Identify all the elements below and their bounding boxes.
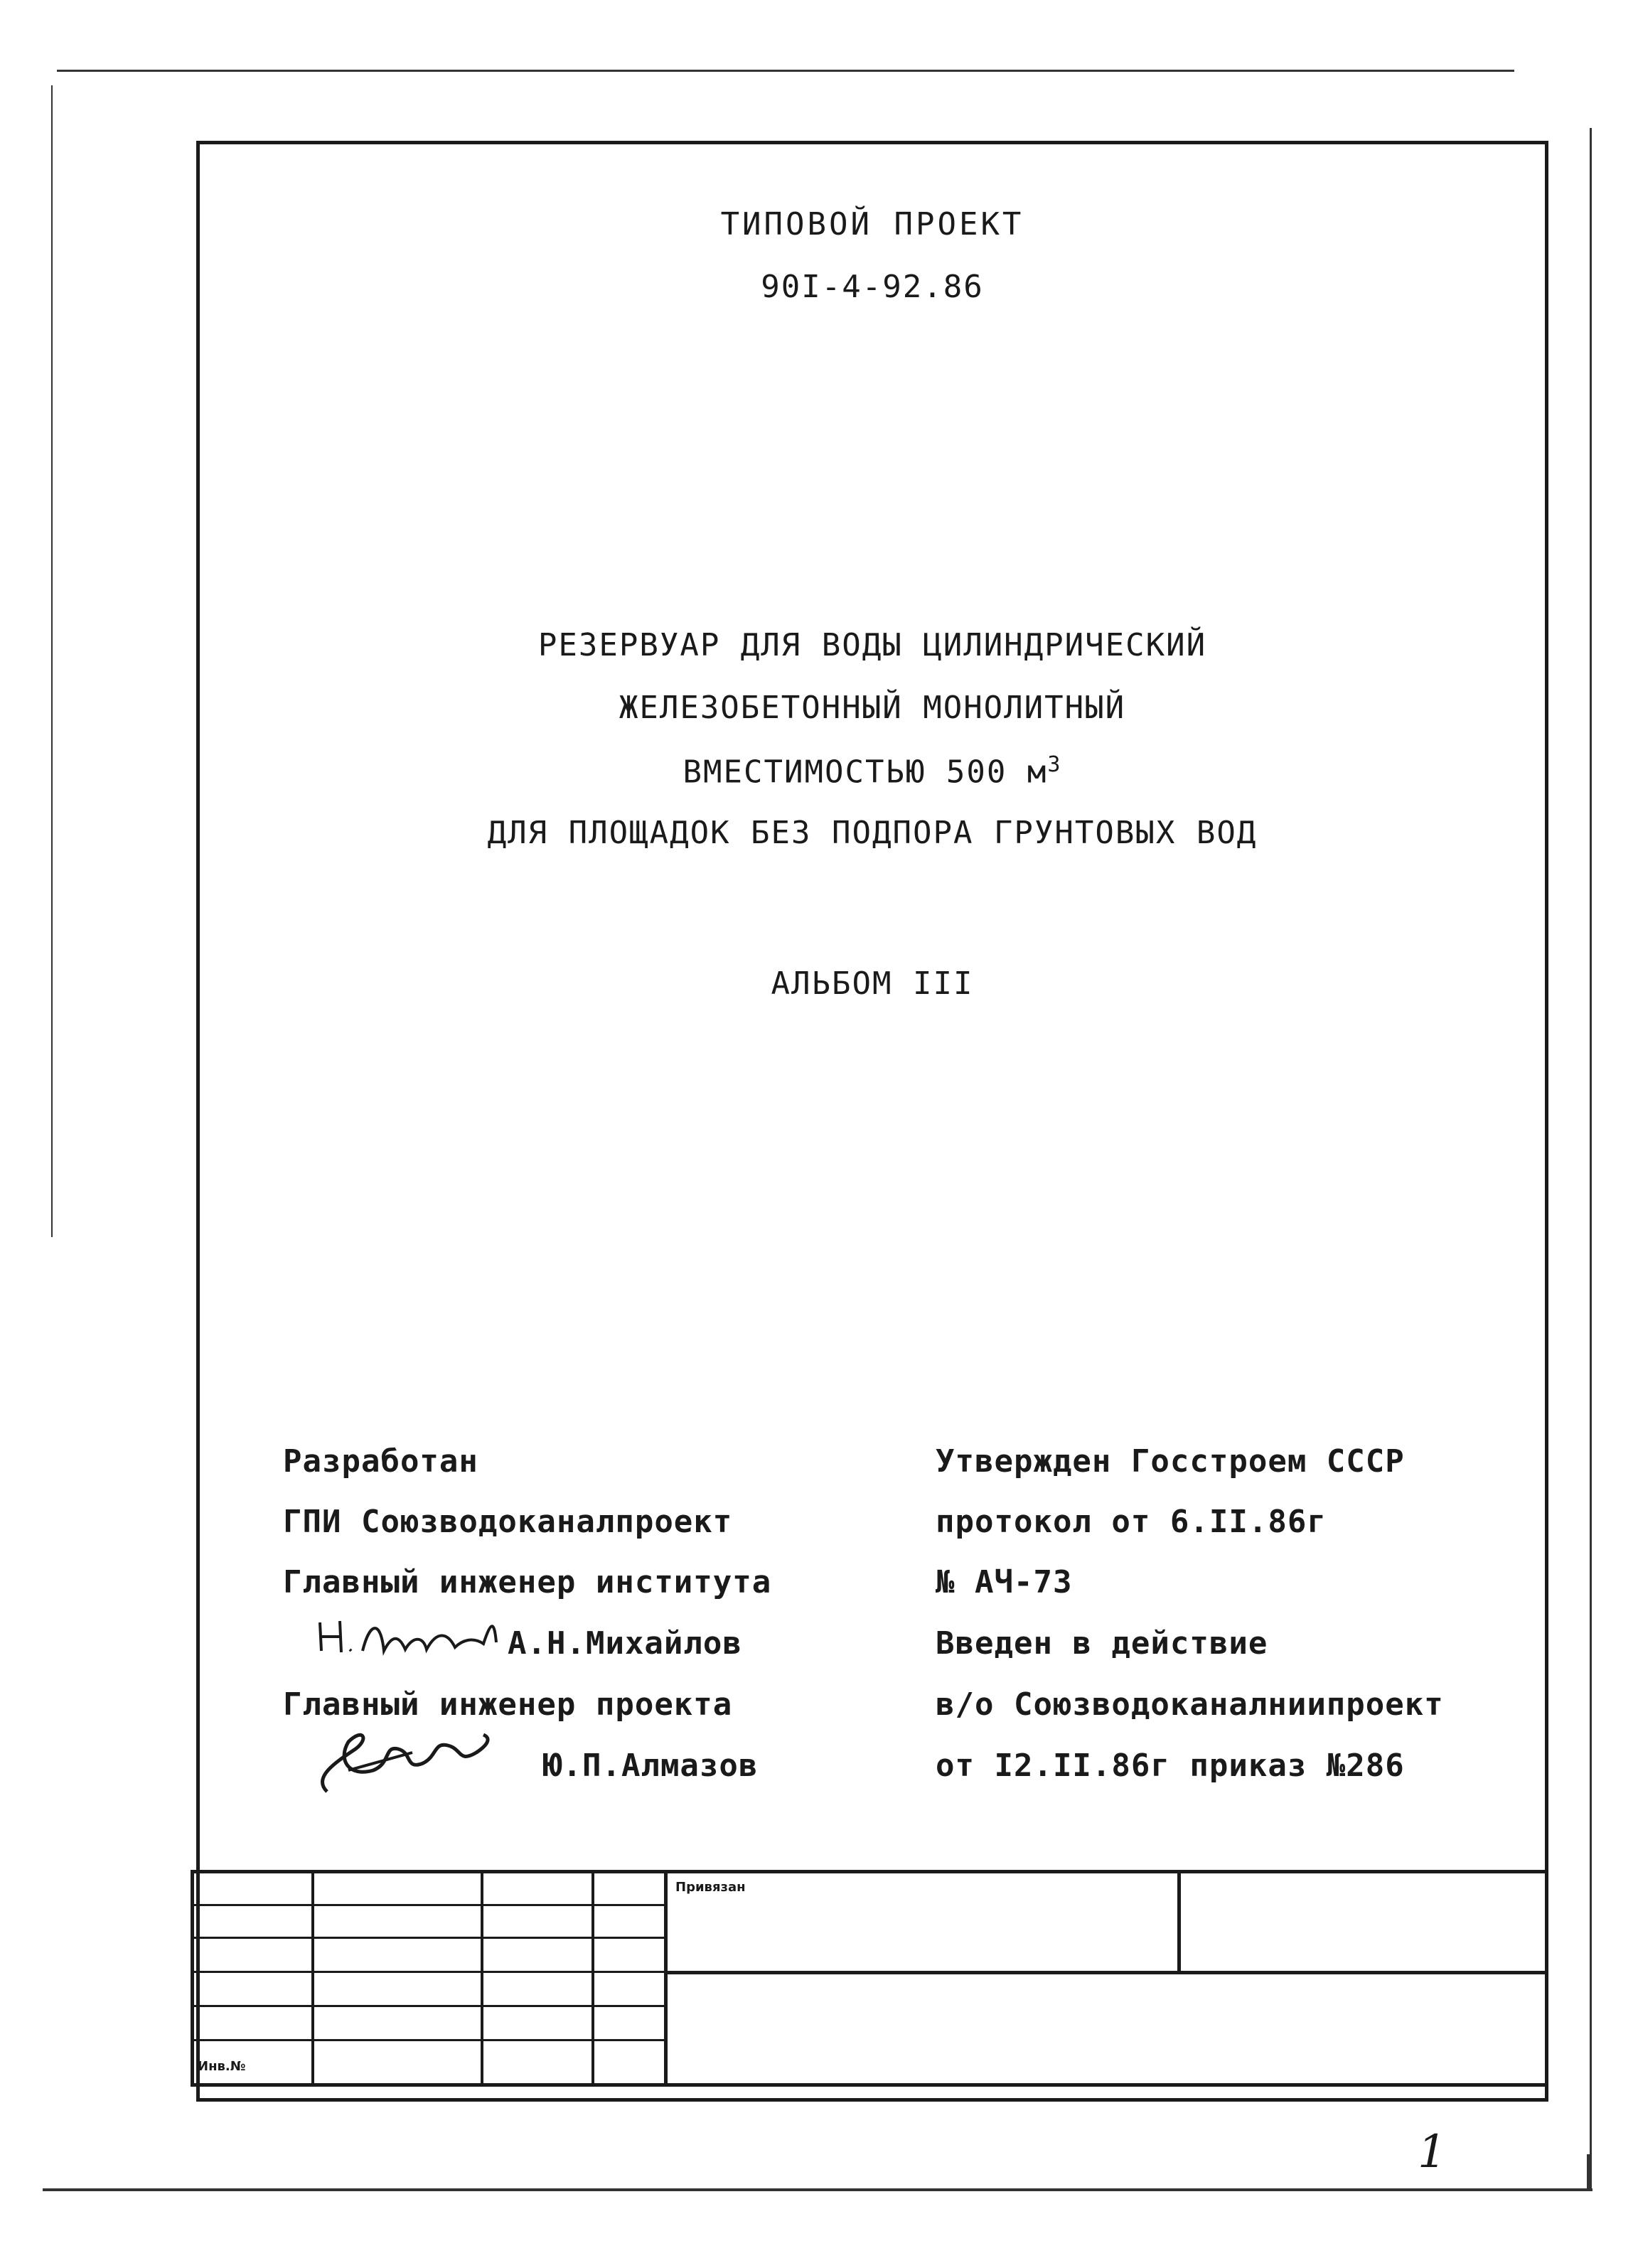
stamp-row-4 [192,2005,665,2007]
developer-org: ГПИ Союзводоканалпроект [283,1504,733,1540]
chief-institute-title: Главный инженер института [283,1564,772,1600]
signature-almazov [306,1721,498,1802]
developed-label: Разработан [283,1443,478,1480]
drawing-frame [196,141,1548,2102]
title-line-3 [196,752,1548,791]
approved-label: Утвержден Госстроем СССР [936,1443,1405,1480]
stamp-col-divider-4 [664,1870,668,2087]
introduced-label: Введен в действие [936,1625,1268,1662]
header-project-code: 90I-4-92.86 [761,269,984,305]
order-info: от I2.II.86г приказ №286 [936,1748,1405,1784]
stamp-privyazan-label: Привязан [675,1880,746,1895]
chief-project-name: Ю.П.Алмазов [543,1748,759,1784]
introducing-org: в/о Союзводоканалниипроект [936,1686,1444,1723]
stamp-col-divider-2 [481,1870,483,2087]
stamp-row-2 [192,1937,665,1939]
header-type-project: ТИПОВОЙ ПРОЕКТ [720,206,1024,242]
scan-bottom-line [43,2188,1592,2191]
stamp-top-border [192,1870,1548,1873]
title-line-1: РЕЗЕРВУАР ДЛЯ ВОДЫ ЦИЛИНДРИЧЕСКИЙ [537,627,1207,663]
scan-left-line [51,85,53,1237]
title-line-2: ЖЕЛЕЗОБЕТОННЫЙ МОНОЛИТНЫЙ [619,690,1126,726]
title-capacity: ВМЕСТИМОСТЬЮ 500 м [682,754,1048,791]
stamp-bottom-border [192,2083,1548,2087]
protocol-number: № АЧ-73 [936,1564,1073,1600]
chief-institute-name: А.Н.Михайлов [508,1625,742,1662]
stamp-col-divider-3 [592,1870,594,2087]
stamp-right-inner-vertical [1177,1870,1181,1972]
chief-project-title: Главный инженер проекта [283,1686,733,1723]
stamp-inv-no-label: Инв.№ [198,2059,246,2074]
signature-mikhailov [313,1608,505,1668]
title-line-4: ДЛЯ ПЛОЩАДОК БЕЗ ПОДПОРА ГРУНТОВЫХ ВОД [487,815,1258,851]
scan-right-line [1590,128,1592,2190]
stamp-col-divider-1 [311,1870,314,2087]
album-number: АЛЬБОМ III [771,965,974,1002]
stamp-row-1 [192,1904,665,1906]
stamp-right-middle-row [665,1971,1548,1974]
scan-bottom-right-corner [1587,2154,1590,2191]
scan-top-line [57,70,1514,72]
page-number: 1 [1418,2126,1447,2178]
protocol-date: протокол от 6.II.86г [936,1504,1327,1540]
title-capacity-superscript: 3 [1047,752,1062,777]
stamp-left-border [191,1870,194,2087]
stamp-row-3 [192,1971,665,1973]
stamp-row-5 [192,2039,665,2041]
